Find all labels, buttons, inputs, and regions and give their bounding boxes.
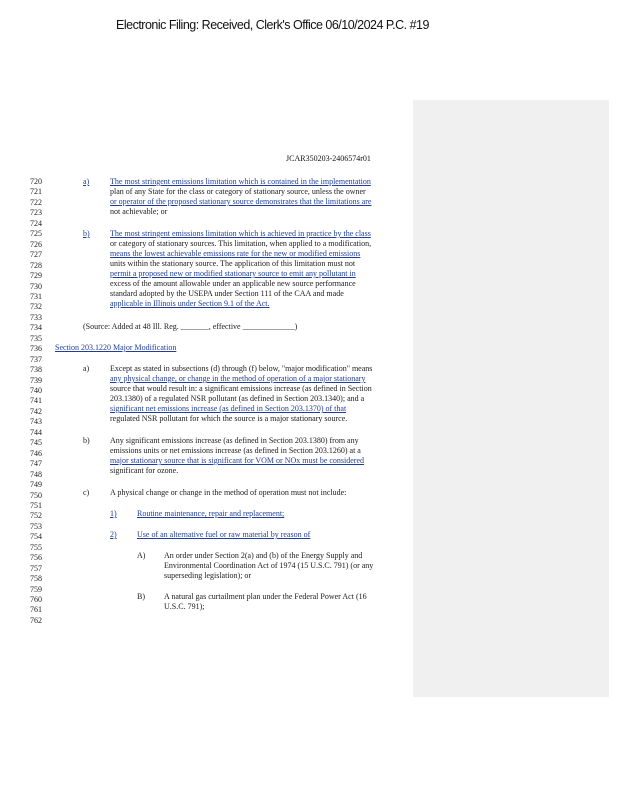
- body-line: A physical change or change in the method of operation must not include:: [110, 488, 347, 497]
- line-number: 747: [30, 459, 42, 469]
- item-label-A: A): [137, 551, 146, 560]
- body-line: U.S.C. 791);: [164, 602, 205, 611]
- line-number: 758: [30, 574, 42, 584]
- body-line: emissions units or net emissions increase (as defined in Section 203.1260) at a: [110, 446, 361, 455]
- body-line: The most stringent emissions limitation which is contained in the implementation: [110, 177, 371, 186]
- line-number: 745: [30, 438, 42, 448]
- body-line: 203.1380) of a regulated NSR pollutant (as defined in Section 203.1340); and a: [110, 394, 365, 403]
- line-number: 722: [30, 197, 42, 207]
- body-line: permit a proposed new or modified stationary source to emit any pollutant in: [110, 269, 356, 278]
- body-line: Use of an alternative fuel or raw material by reason of: [137, 530, 311, 539]
- line-number: 759: [30, 584, 42, 594]
- body-line: Except as stated in subsections (d) through (f) below, "major modification" means: [110, 364, 373, 373]
- body-line: Routine maintenance, repair and replacement;: [137, 509, 285, 518]
- subsection-label-c: c): [83, 488, 90, 497]
- body-line: The most stringent emissions limitation which is achieved in practice by the class: [110, 229, 371, 238]
- line-number: 725: [30, 229, 42, 239]
- line-number: 727: [30, 250, 42, 260]
- line-number: 735: [30, 333, 42, 343]
- line-number: 728: [30, 260, 42, 270]
- line-number: 756: [30, 553, 42, 563]
- line-number: 726: [30, 239, 42, 249]
- filing-stamp: Electronic Filing: Received, Clerk's Office 06/10/2024 P.C. #19: [116, 18, 429, 32]
- line-number: 751: [30, 500, 42, 510]
- subsection-label-b: b): [83, 436, 90, 445]
- line-number: 744: [30, 427, 42, 437]
- line-number: 720: [30, 177, 42, 186]
- item-label-B: B): [137, 592, 145, 601]
- line-number: 734: [30, 323, 42, 333]
- line-number: 753: [30, 521, 42, 531]
- line-number: 733: [30, 312, 42, 322]
- body-line: or operator of the proposed stationary source demonstrates that the limitations are: [110, 197, 372, 206]
- body-line: means the lowest achievable emissions rate for the new or modified emissions: [110, 249, 361, 258]
- line-number: 723: [30, 208, 42, 218]
- line-number: 757: [30, 563, 42, 573]
- body-line: plan of any State for the class or category of stationary source, unless the owner: [110, 187, 366, 196]
- body-line: or category of stationary sources. This limitation, when applied to a modification,: [110, 239, 372, 248]
- line-number: 755: [30, 542, 42, 552]
- line-number: 739: [30, 375, 42, 385]
- line-number: 761: [30, 605, 42, 615]
- line-number: 750: [30, 490, 42, 500]
- body-line: significant for ozone.: [110, 466, 179, 475]
- line-number: 746: [30, 448, 42, 458]
- body-line: A natural gas curtailment plan under the Federal Power Act (16: [164, 592, 367, 601]
- body-line: applicable in Illinois under Section 9.1 of the Act.: [110, 299, 270, 308]
- body-line: source that would result in: a significant emissions increase (as defined in Section: [110, 384, 372, 393]
- item-label-1: 1): [110, 509, 117, 518]
- body-line: significant net emissions increase (as defined in Section 203.1370) of that: [110, 404, 347, 413]
- body-line: excess of the amount allowable under an applicable new source performance: [110, 279, 356, 288]
- body-line: Environmental Coordination Act of 1974 (15 U.S.C. 791) (or any: [164, 561, 374, 570]
- line-number: 737: [30, 354, 42, 364]
- item-label-2: 2): [110, 530, 117, 539]
- body-line: any physical change, or change in the method of operation of a major stationary: [110, 374, 366, 383]
- line-number: 743: [30, 417, 42, 427]
- line-number: 732: [30, 302, 42, 312]
- body-line: standard adopted by the USEPA under Section 111 of the CAA and made: [110, 289, 344, 298]
- line-number: 762: [30, 615, 42, 625]
- line-number: 760: [30, 595, 42, 604]
- line-number: 748: [30, 469, 42, 479]
- document-id: JCAR350203-2406574r01: [286, 154, 371, 163]
- line-number: 736: [30, 344, 42, 354]
- body-line: An order under Section 2(a) and (b) of the Energy Supply and: [164, 551, 363, 560]
- comment-margin-panel: [413, 100, 609, 697]
- line-number: 724: [30, 218, 42, 228]
- subsection-label-b: b): [83, 229, 90, 238]
- body-line: regulated NSR pollutant for which the source is a major stationary source.: [110, 414, 348, 423]
- line-number: 741: [30, 396, 42, 406]
- subsection-label-a: a): [83, 364, 90, 373]
- body-line: Any significant emissions increase (as defined in Section 203.1380) from any: [110, 436, 359, 445]
- line-number: 752: [30, 511, 42, 521]
- body-line: major stationary source that is significant for VOM or NOx must be considered: [110, 456, 365, 465]
- subsection-label-a: a): [83, 177, 90, 186]
- body-line: units within the stationary source. The application of this limitation must not: [110, 259, 356, 268]
- line-number: 754: [30, 532, 42, 542]
- line-number: 731: [30, 291, 42, 301]
- line-number: 749: [30, 480, 42, 490]
- line-number: 742: [30, 406, 42, 416]
- line-number: 729: [30, 271, 42, 281]
- section-heading: Section 203.1220 Major Modification: [55, 343, 177, 352]
- line-number: 738: [30, 365, 42, 375]
- line-number: 740: [30, 386, 42, 395]
- body-line: not achievable; or: [110, 207, 168, 216]
- source-note: (Source: Added at 48 Ill. Reg. _______, effective _____________): [83, 322, 298, 331]
- line-number: 721: [30, 187, 42, 197]
- line-number: 730: [30, 281, 42, 291]
- body-line: superseding legislation); or: [164, 571, 252, 580]
